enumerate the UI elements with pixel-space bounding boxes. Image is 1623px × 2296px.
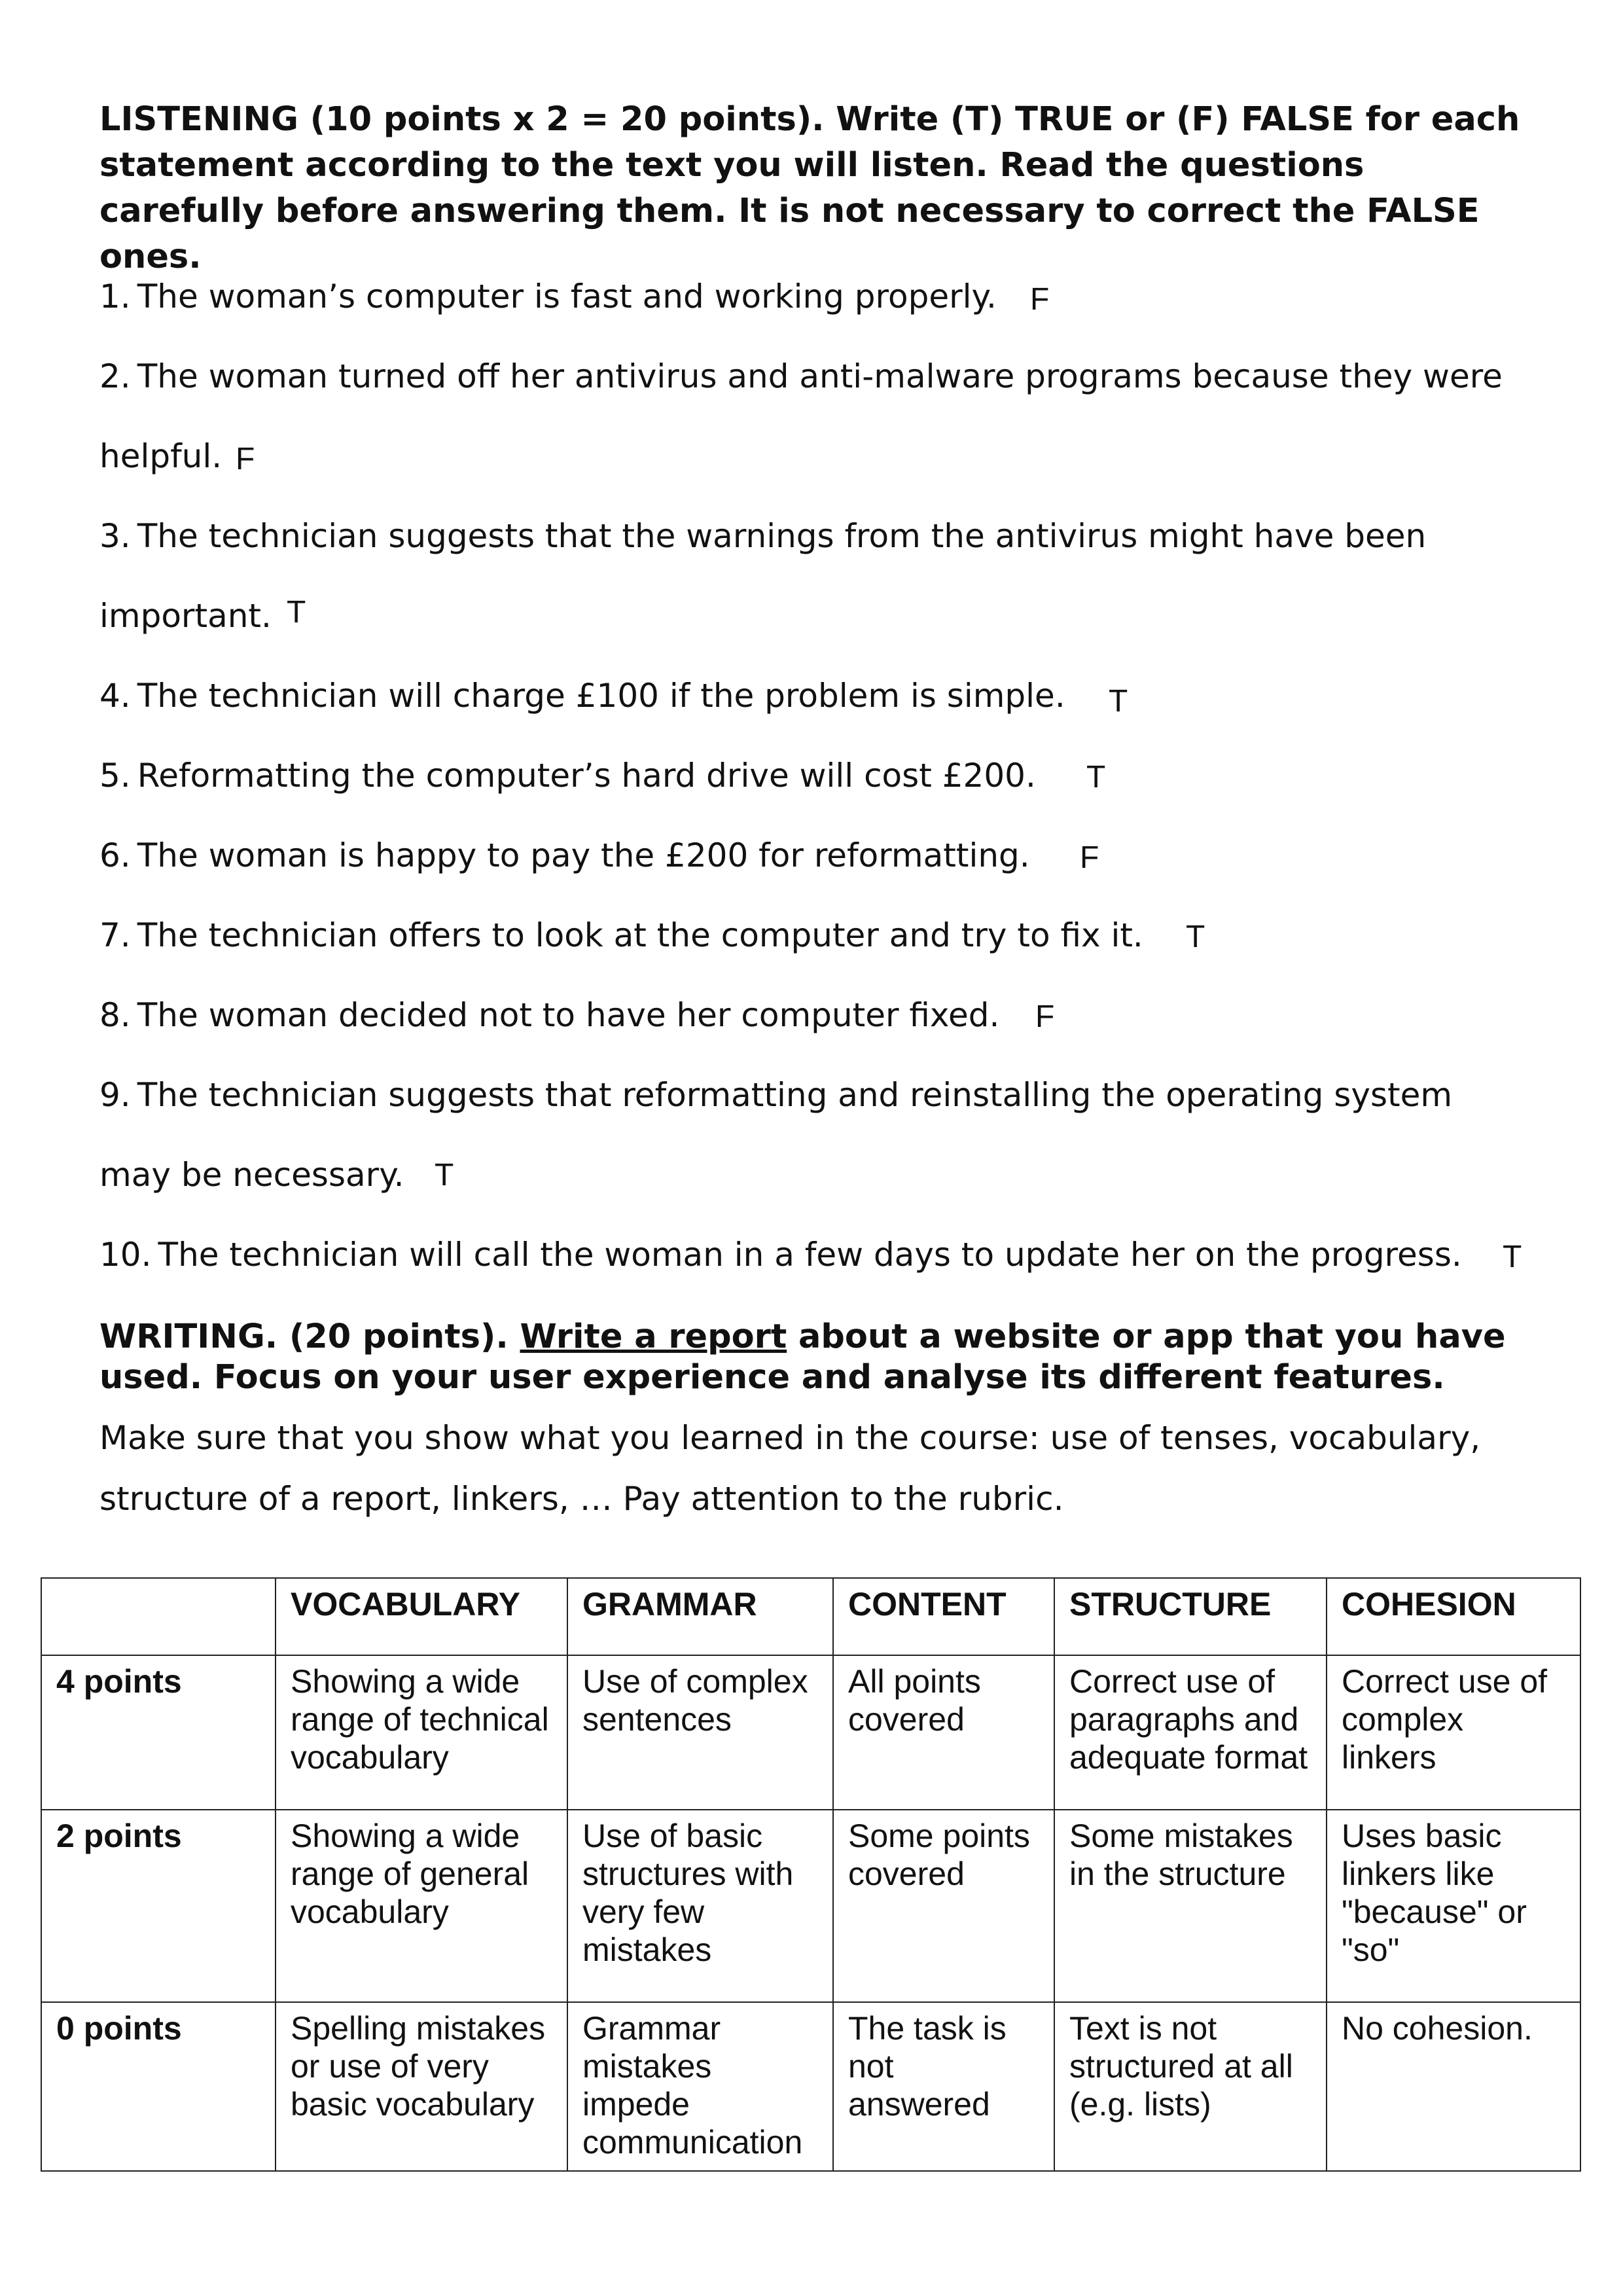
statement-number: 10. [99, 1236, 152, 1274]
rubric-cell: Text is not structured at all (e.g. lists) [1054, 2002, 1327, 2171]
statement-number: 4. [99, 677, 131, 715]
rubric-header-structure: STRUCTURE [1054, 1578, 1327, 1655]
writing-instruction-line-1: Make sure that you show what you learned in the course: use of tenses, vocabulary, [99, 1419, 1481, 1457]
rubric-row-label: 4 points [41, 1655, 276, 1810]
statement-10 [99, 1235, 1462, 1274]
writing-task-description: about a website or app that you have used. Focus on your user experience and analyse its different features. [99, 1318, 1506, 1397]
statement-number: 1. [99, 278, 131, 315]
rubric-cell: Use of complex sentences [567, 1655, 833, 1810]
answer-1: F [1030, 282, 1050, 317]
statement-text: The woman turned off her antivirus and anti-malware programs because they were [137, 357, 1503, 395]
answer-2: F [236, 442, 255, 476]
statement-text: may be necessary. [99, 1156, 404, 1194]
statement-number: 2. [99, 357, 131, 395]
listening-heading: LISTENING (10 points x 2 = 20 points). Write (T) TRUE or (F) FALSE for each statement according to the text you will listen. Read the questions carefully before answering them. It is not necessary to correct the FALSE ones. [99, 100, 1520, 276]
rubric-cell: Spelling mistakes or use of very basic vocabulary [276, 2002, 567, 2171]
answer-7: T [1186, 920, 1205, 954]
answer-6: F [1080, 840, 1099, 875]
statement-8 [99, 996, 999, 1035]
rubric-cell: No cohesion. [1327, 2002, 1580, 2171]
answer-10: T [1503, 1240, 1522, 1274]
rubric-header-cohesion: COHESION [1327, 1578, 1580, 1655]
statement-number: 8. [99, 996, 131, 1034]
statement-text: helpful. [99, 437, 223, 475]
rubric-table [41, 1577, 1581, 2172]
statement-9-continued [99, 1155, 404, 1194]
statement-number: 9. [99, 1076, 131, 1114]
statement-text: The technician suggests that reformatting and reinstalling the operating system [137, 1076, 1453, 1114]
statement-text: The woman decided not to have her computer fixed. [137, 996, 1000, 1034]
rubric-cell: Correct use of complex linkers [1327, 1655, 1580, 1810]
statement-2-continued [99, 437, 222, 476]
statement-text: Reformatting the computer’s hard drive will cost £200. [137, 757, 1036, 795]
statement-text: The technician suggests that the warnings from the antivirus might have been [137, 517, 1427, 555]
rubric-cell: Showing a wide range of general vocabulary [276, 1810, 567, 2002]
rubric-cell: Correct use of paragraphs and adequate format [1054, 1655, 1327, 1810]
statement-4 [99, 676, 1065, 715]
statement-text: The technician will call the woman in a few days to update her on the progress. [158, 1236, 1462, 1274]
statement-9 [99, 1075, 1452, 1115]
statement-1 [99, 277, 997, 316]
rubric-row-0-points [41, 2002, 1580, 2171]
rubric-cell: The task is not answered [833, 2002, 1054, 2171]
answer-8: F [1035, 999, 1055, 1034]
rubric-row-label: 0 points [41, 2002, 276, 2171]
statement-3-continued [99, 596, 272, 636]
statement-2 [99, 357, 1503, 396]
rubric-row-label: 2 points [41, 1810, 276, 2002]
statement-text: The woman is happy to pay the £200 for reformatting. [137, 836, 1030, 874]
statement-number: 5. [99, 757, 131, 795]
rubric-cell: Some mistakes in the structure [1054, 1810, 1327, 2002]
rubric-cell: Some points covered [833, 1810, 1054, 2002]
answer-4: T [1109, 684, 1128, 719]
writing-task: Write a report [520, 1318, 787, 1356]
rubric-header-grammar: GRAMMAR [567, 1578, 833, 1655]
rubric-row-2-points [41, 1810, 1580, 2002]
rubric-cell: Use of basic structures with very few mistakes [567, 1810, 833, 2002]
rubric-header-vocabulary: VOCABULARY [276, 1578, 567, 1655]
answer-3: T [287, 595, 306, 630]
statement-7 [99, 916, 1143, 955]
rubric-cell: Showing a wide range of technical vocabulary [276, 1655, 567, 1810]
rubric-header-row [41, 1578, 1580, 1655]
answer-9: T [435, 1158, 454, 1193]
statement-number: 3. [99, 517, 131, 555]
rubric-header-content: CONTENT [833, 1578, 1054, 1655]
statement-text: The technician will charge £100 if the problem is simple. [137, 677, 1065, 715]
writing-title: WRITING. (20 points). [99, 1318, 508, 1356]
statement-number: 6. [99, 836, 131, 874]
statement-3 [99, 516, 1426, 556]
statement-text: The woman’s computer is fast and working properly. [137, 278, 997, 315]
statement-6 [99, 836, 1030, 875]
writing-instruction-line-2: structure of a report, linkers, … Pay attention to the rubric. [99, 1480, 1064, 1518]
statement-number: 7. [99, 916, 131, 954]
rubric-row-4-points [41, 1655, 1580, 1810]
answer-5: T [1086, 760, 1106, 795]
statement-text: important. [99, 597, 272, 635]
statement-text: The technician offers to look at the computer and try to fix it. [137, 916, 1143, 954]
rubric-cell: All points covered [833, 1655, 1054, 1810]
rubric-cell: Uses basic linkers like "because" or "so" [1327, 1810, 1580, 2002]
writing-heading [99, 1317, 1539, 1398]
rubric-header-cell [41, 1578, 276, 1655]
rubric-cell: Grammar mistakes impede communication [567, 2002, 833, 2171]
statement-5 [99, 756, 1036, 795]
